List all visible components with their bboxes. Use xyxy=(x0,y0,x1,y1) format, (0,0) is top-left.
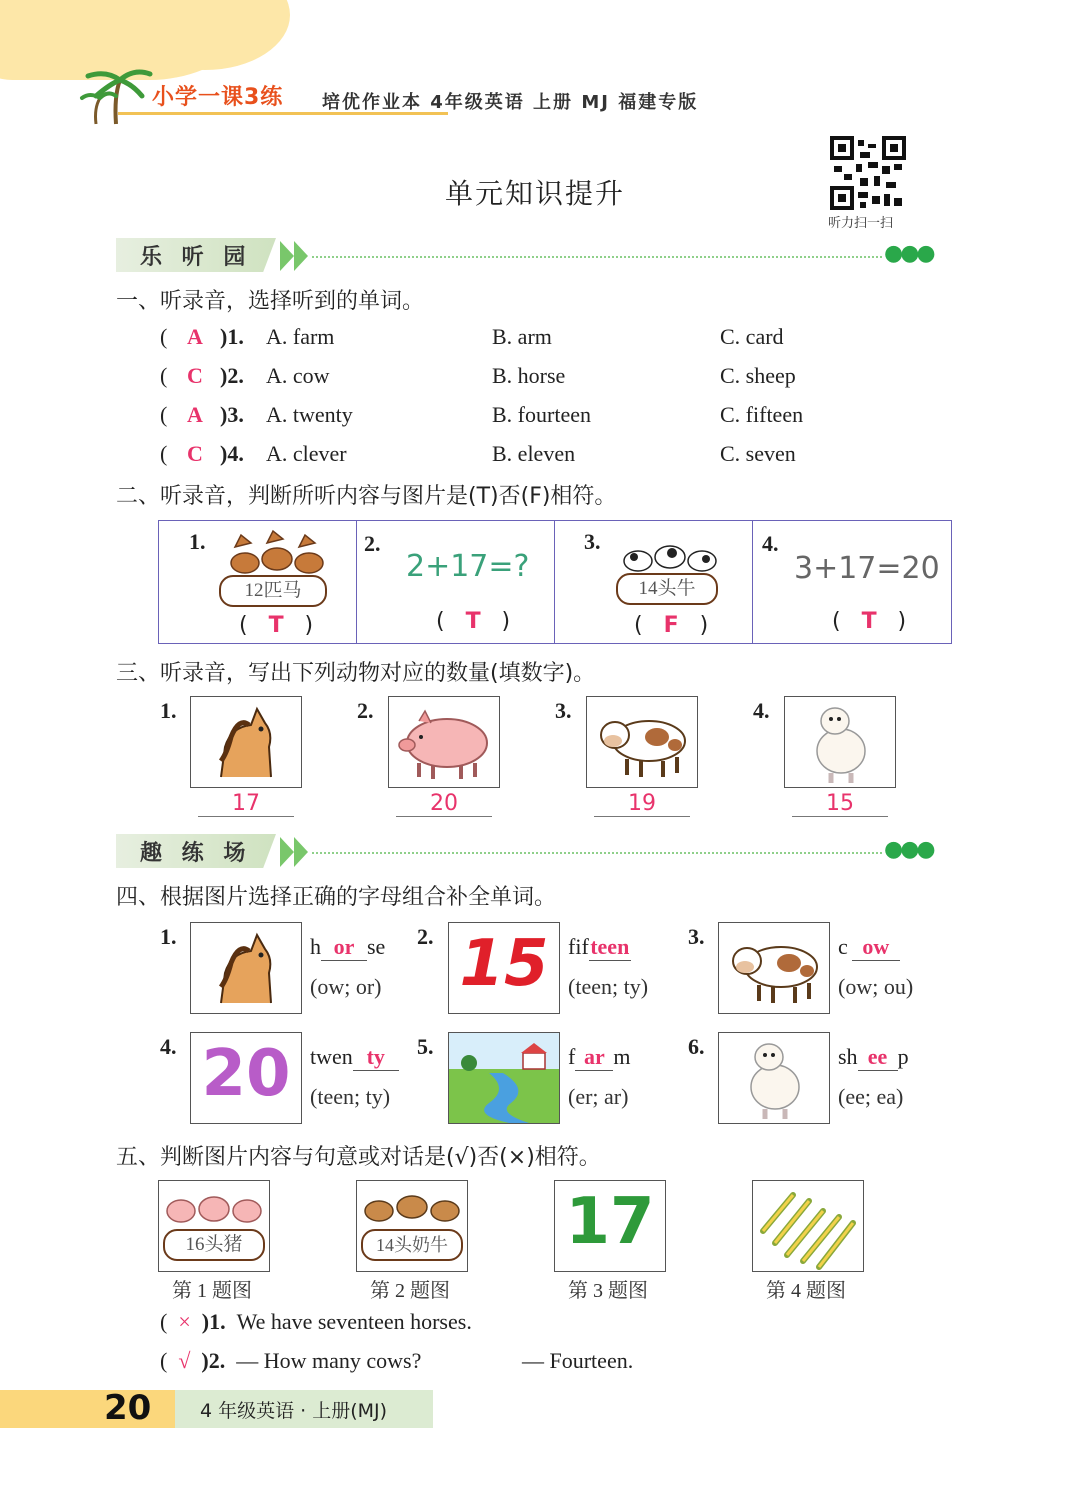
horse-picture xyxy=(190,922,302,1014)
q1-answer[interactable]: C xyxy=(187,363,203,388)
number-15-picture xyxy=(448,922,560,1014)
q4-item-number: 6. xyxy=(688,1034,705,1059)
brand-title: 小学一课3练 xyxy=(152,85,284,110)
q5-item-2: ( √ )2. — How many cows? xyxy=(160,1348,422,1373)
q1-answer[interactable]: A xyxy=(187,324,203,349)
option-c: C. card xyxy=(720,324,784,349)
q2-answer[interactable]: T xyxy=(861,609,877,634)
question-2-table xyxy=(158,520,952,644)
q2-cell-1 xyxy=(159,521,357,643)
q4-answer: or xyxy=(333,934,355,959)
section-divider xyxy=(312,256,882,258)
q1-item xyxy=(160,324,860,354)
word-suffix: se xyxy=(367,934,386,959)
q4-word xyxy=(568,934,631,961)
q4-item-number: 4. xyxy=(160,1034,177,1059)
word-blank[interactable] xyxy=(852,934,900,961)
answer-paren: ( T ) xyxy=(239,613,314,638)
q4-item-number: 5. xyxy=(417,1034,434,1059)
section-title-practice: 趣 练 场 xyxy=(140,841,252,866)
q2-cell-4 xyxy=(752,521,951,643)
option-c: C. seven xyxy=(720,441,796,466)
item-number: )2. xyxy=(201,1348,226,1373)
item-number: )2. xyxy=(220,363,244,388)
question-1-title: 一、听录音，选择听到的单词。 xyxy=(116,289,425,314)
q2-caption: 12匹马 xyxy=(219,575,327,607)
item-number: )3. xyxy=(220,402,244,427)
sheep-icon xyxy=(785,697,895,787)
sheep-icon xyxy=(719,1033,829,1123)
item-number: )1. xyxy=(220,324,244,349)
banner-arrow-icon xyxy=(280,837,294,867)
question-5-title: 五、判断图片内容与句意或对话是(√)否(×)相符。 xyxy=(116,1145,601,1170)
q5-pic-label: 第 1 题图 xyxy=(172,1280,252,1302)
horse-picture xyxy=(190,696,302,788)
cows-icon xyxy=(357,1181,467,1233)
banner-arrow-icon xyxy=(280,241,294,271)
option-c: C. sheep xyxy=(720,363,796,388)
section-dots-icon: ●●● xyxy=(884,241,933,266)
cow-picture xyxy=(586,696,698,788)
word-blank[interactable] xyxy=(589,934,631,961)
q4-options: (ee; ea) xyxy=(838,1084,904,1109)
horse-icon xyxy=(191,697,301,787)
qr-label: 听力扫一扫 xyxy=(828,216,894,231)
q3-answer: 19 xyxy=(628,791,656,816)
section-divider xyxy=(312,852,882,854)
pigs-icon xyxy=(159,1181,269,1233)
q5-pic-label: 第 3 题图 xyxy=(568,1280,648,1302)
item-number: )1. xyxy=(201,1309,226,1334)
horse-icon xyxy=(191,923,301,1013)
sheep-picture xyxy=(718,1032,830,1124)
item-number: )4. xyxy=(220,441,244,466)
option-b: B. eleven xyxy=(492,441,576,466)
word-prefix: c xyxy=(838,934,848,959)
footer-book-title: 4 年级英语 · 上册(MJ) xyxy=(200,1400,388,1422)
q4-options: (ow; ou) xyxy=(838,974,914,999)
paren-open: ( xyxy=(160,402,168,427)
q4-answer: teen xyxy=(590,934,630,959)
page-title: 单元知识提升 xyxy=(444,177,625,210)
q5-sentence: We have seventeen horses. xyxy=(236,1309,472,1334)
word-prefix: fif xyxy=(568,934,589,959)
q3-item-number: 3. xyxy=(555,698,572,723)
answer-paren: ( F ) xyxy=(634,613,709,638)
q2-cell-2 xyxy=(356,521,555,643)
q2-item-number: 1. xyxy=(189,529,206,554)
word-prefix: twen xyxy=(310,1044,353,1069)
q1-answer[interactable]: C xyxy=(187,441,203,466)
option-b: B. fourteen xyxy=(492,402,591,427)
q2-expression: 3+17=20 xyxy=(794,551,940,586)
farm-picture xyxy=(448,1032,560,1124)
paren-open: ( xyxy=(160,324,168,349)
q4-options: (ow; or) xyxy=(310,974,382,999)
q4-options: (er; ar) xyxy=(568,1084,629,1109)
cows-picture xyxy=(356,1180,468,1272)
pig-picture xyxy=(388,696,500,788)
banner-arrow-icon xyxy=(294,837,308,867)
option-a: A. cow xyxy=(266,363,330,388)
word-blank[interactable] xyxy=(575,1044,613,1071)
book-subtitle: 培优作业本 4年级英语 上册 MJ 福建专版 xyxy=(322,92,699,113)
page-number: 20 xyxy=(104,1388,152,1428)
option-a: A. farm xyxy=(266,324,335,349)
paren-open: ( xyxy=(160,363,168,388)
q4-item-number: 1. xyxy=(160,924,177,949)
q5-caption: 14头奶牛 xyxy=(361,1229,463,1261)
q4-answer: ar xyxy=(583,1044,605,1069)
word-prefix: f xyxy=(568,1044,576,1069)
number-picture-text: 15 xyxy=(459,927,549,1001)
q2-cell-3 xyxy=(554,521,753,643)
option-a: A. clever xyxy=(266,441,347,466)
word-blank[interactable] xyxy=(858,1044,898,1071)
q4-answer: ow xyxy=(862,934,890,959)
question-2-title: 二、听录音，判断所听内容与图片是(T)否(F)相符。 xyxy=(116,484,617,509)
sheep-picture xyxy=(784,696,896,788)
answer-paren: ( T ) xyxy=(832,609,907,634)
answer-paren: ( T ) xyxy=(436,609,511,634)
q4-item-number: 3. xyxy=(688,924,705,949)
q2-caption: 14头牛 xyxy=(616,573,718,605)
q4-options: (teen; ty) xyxy=(568,974,649,999)
q5-item-1: ( × )1. We have seventeen horses. xyxy=(160,1309,472,1334)
banner-arrow-icon xyxy=(294,241,308,271)
q3-item-number: 1. xyxy=(160,698,177,723)
cow-picture xyxy=(718,922,830,1014)
q1-item xyxy=(160,402,860,432)
q3-answer: 20 xyxy=(430,791,458,816)
q1-answer[interactable]: A xyxy=(187,402,203,427)
q2-item-number: 2. xyxy=(364,531,381,556)
q4-answer: ee xyxy=(867,1044,888,1069)
pig-icon xyxy=(389,697,499,787)
farm-icon xyxy=(449,1033,559,1123)
q2-answer[interactable]: T xyxy=(465,609,481,634)
q4-options: (teen; ty) xyxy=(310,1084,391,1109)
q2-item-number: 4. xyxy=(762,531,779,556)
q4-word xyxy=(568,1044,630,1071)
q2-expression: 2+17=? xyxy=(406,549,530,584)
q3-answer: 17 xyxy=(232,791,260,816)
q4-word xyxy=(838,1044,909,1071)
q1-item xyxy=(160,441,860,471)
section-dots-icon: ●●● xyxy=(884,837,933,862)
section-title-listen: 乐 听 园 xyxy=(140,245,252,270)
word-prefix: h xyxy=(310,934,321,959)
number-picture-text: 20 xyxy=(201,1037,291,1111)
q5-caption: 16头猪 xyxy=(163,1229,265,1261)
pigs-picture xyxy=(158,1180,270,1272)
cow-icon xyxy=(719,923,829,1013)
palm-tree-icon xyxy=(76,66,156,126)
word-blank[interactable] xyxy=(321,934,367,961)
q3-answer: 15 xyxy=(826,791,854,816)
paren-open: ( xyxy=(160,441,168,466)
number-20-picture xyxy=(190,1032,302,1124)
q3-item-number: 2. xyxy=(357,698,374,723)
q4-word xyxy=(310,1044,399,1071)
q5-reply: — Fourteen. xyxy=(522,1348,634,1373)
q1-item xyxy=(160,363,860,393)
number-picture-text: 17 xyxy=(565,1185,655,1259)
q5-pic-label: 第 4 题图 xyxy=(766,1280,846,1302)
q5-answer[interactable]: × xyxy=(178,1309,191,1334)
pencils-icon xyxy=(753,1181,863,1271)
q5-sentence: — How many cows? xyxy=(236,1348,422,1373)
word-blank[interactable] xyxy=(353,1044,399,1071)
q4-word xyxy=(838,934,900,961)
q2-item-number: 3. xyxy=(584,529,601,554)
word-prefix: sh xyxy=(838,1044,858,1069)
cow-icon xyxy=(587,697,697,787)
q4-answer: ty xyxy=(366,1044,385,1069)
q5-pic-label: 第 2 题图 xyxy=(370,1280,450,1302)
pencils-picture xyxy=(752,1180,864,1272)
q5-answer[interactable]: √ xyxy=(178,1348,191,1373)
option-b: B. horse xyxy=(492,363,566,388)
q4-word xyxy=(310,934,385,961)
word-suffix: m xyxy=(613,1044,631,1069)
q2-answer[interactable]: F xyxy=(663,613,679,638)
q3-item-number: 4. xyxy=(753,698,770,723)
q2-answer[interactable]: T xyxy=(268,613,284,638)
question-3-title: 三、听录音，写出下列动物对应的数量(填数字)。 xyxy=(116,661,596,686)
option-a: A. twenty xyxy=(266,402,353,427)
word-suffix: p xyxy=(897,1044,909,1069)
option-c: C. fifteen xyxy=(720,402,804,427)
option-b: B. arm xyxy=(492,324,552,349)
q4-item-number: 2. xyxy=(417,924,434,949)
question-4-title: 四、根据图片选择正确的字母组合补全单词。 xyxy=(116,885,557,910)
number-17-picture xyxy=(554,1180,666,1272)
